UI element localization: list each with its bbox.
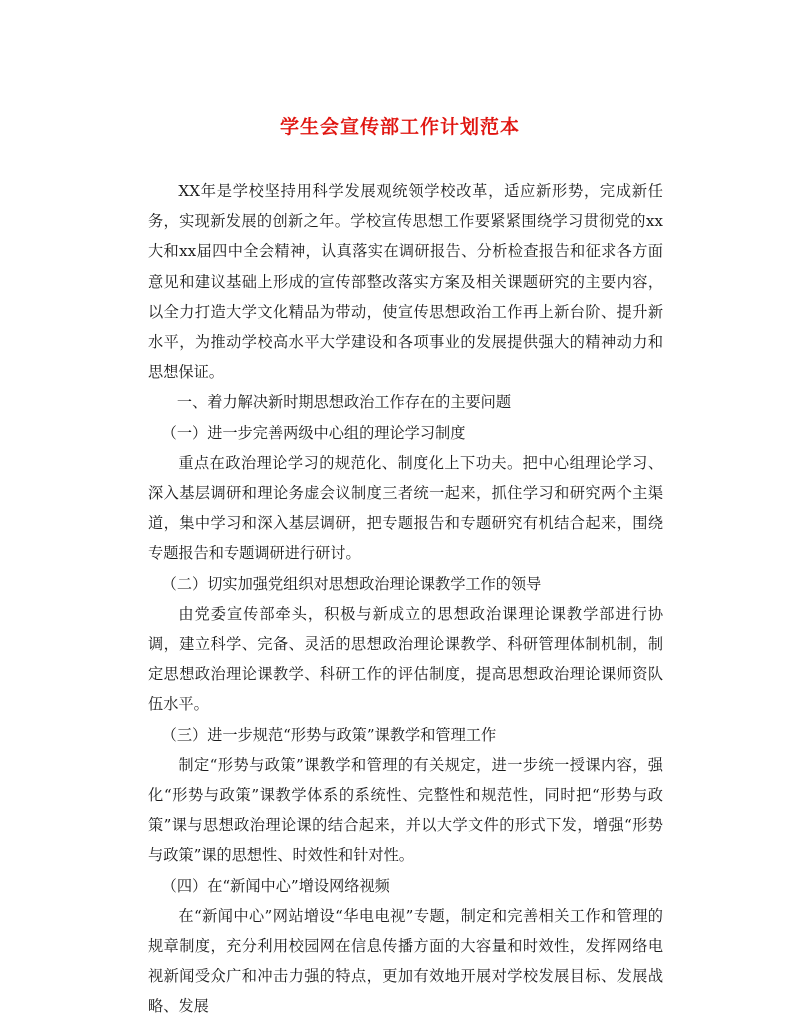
- subsection-heading-1: （一）进一步完善两级中心组的理论学习制度: [161, 423, 466, 442]
- subsection-heading-2: （二）切实加强党组织对思想政治理论课教学工作的领导: [161, 574, 542, 593]
- paragraph-3: 制定“形势与政策”课教学和管理的有关规定，进一步统一授课内容，强化“形势与政策”课教学体系的系统性、完整性和规范性，同时把“形势与政策”课与思想政治理论课的结合起来，并以大学文件的形式下发，增强“形势与政策”课的思想性、时效性和针对性。: [148, 755, 663, 865]
- section-heading-1: 一、着力解决新时期思想政治工作存在的主要问题: [176, 393, 511, 412]
- paragraph-2: 由党委宣传部牵头，积极与新成立的思想政治课理论课教学部进行协调，建立科学、完备、灵活的思想政治理论课教学、科研管理体制机制，制定思想政治理论课教学、科研工作的评估制度，提高思想政治理论课师资队伍水平。: [148, 604, 663, 714]
- subsection-heading-3: （三）进一步规范“形势与政策”课教学和管理工作: [161, 725, 497, 744]
- paragraph-4: 在“新闻中心”网站增设“华电电视”专题，制定和完善相关工作和管理的规章制度，充分利用校园网在信息传播方面的大容量和时效性，发挥网络电视新闻受众广和冲击力强的特点，更加有效地开展对学校发展目标、发展战略、发展: [148, 906, 663, 1016]
- paragraph-intro: XX年是学校坚持用科学发展观统领学校改革，适应新形势，完成新任务，实现新发展的创新之年。学校宣传思想工作要紧紧围绕学习贯彻党的xx大和xx届四中全会精神，认真落实在调研报告、分析检查报告和征求各方面意见和建议基础上形成的宣传部整改落实方案及相关课题研究的主要内容，以全力打造大学文化精品为带动，使宣传思想政治工作再上新台阶、提升新水平，为推动学校高水平大学建设和各项事业的发展提供强大的精神动力和思想保证。: [148, 182, 663, 382]
- document-title: 学生会宣传部工作计划范本: [279, 116, 520, 138]
- document-body: [148, 176, 663, 1022]
- paragraph-1: 重点在政治理论学习的规范化、制度化上下功夫。把中心组理论学习、深入基层调研和理论务虚会议制度三者统一起来，抓住学习和研究两个主渠道，集中学习和深入基层调研，把专题报告和专题研究有机结合起来，围绕专题报告和专题调研进行研讨。: [148, 453, 663, 563]
- subsection-heading-4: （四）在“新闻中心”增设网络视频: [161, 876, 390, 895]
